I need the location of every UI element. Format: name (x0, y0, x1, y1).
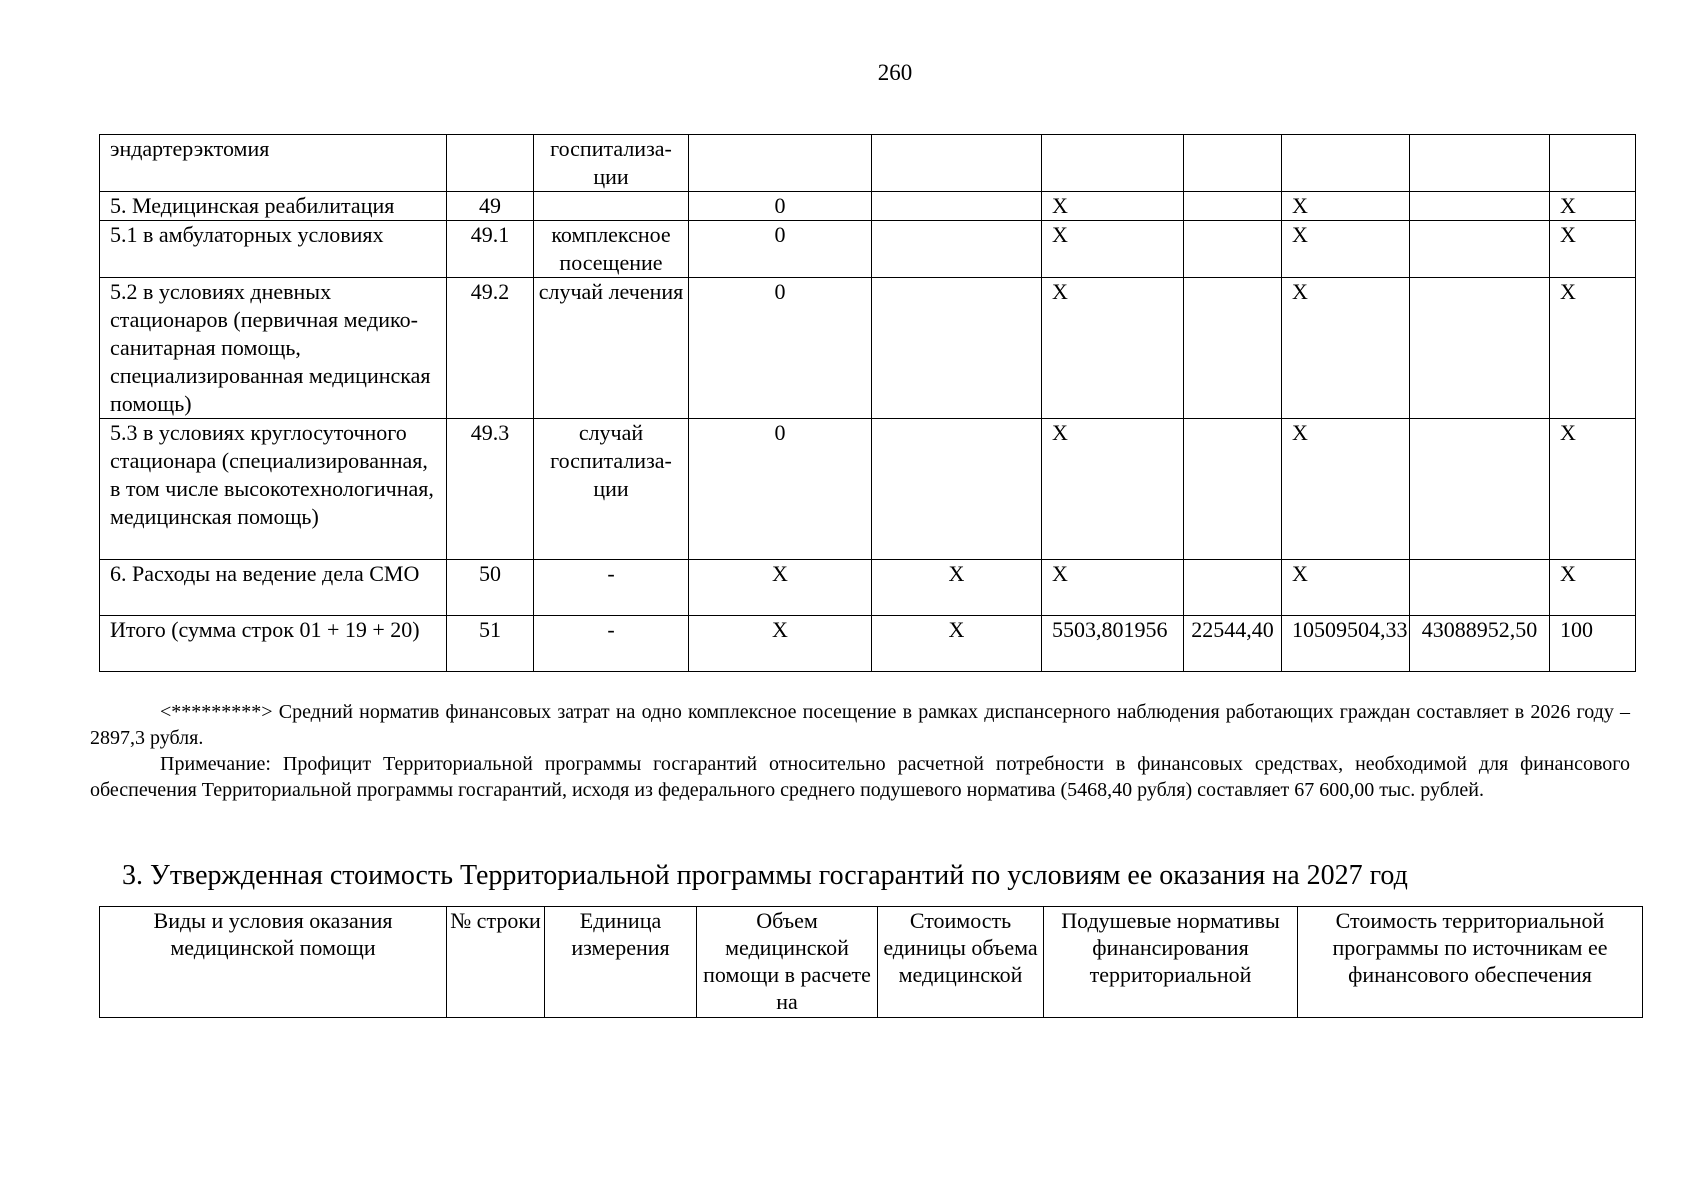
cell-row-number: 49.2 (447, 278, 534, 419)
table-row (100, 560, 1636, 616)
cell-unit-cost (872, 192, 1042, 221)
cell-share-percent: Х (1550, 221, 1636, 278)
cell-per-capita-budget (1042, 135, 1184, 192)
cell-cost-oms (1410, 560, 1550, 616)
section-3-title: 3. Утвержденная стоимость Территориальной программы госгарантий по условиям ее оказания на 2027 год (122, 860, 1408, 891)
header-care-type-text: Виды и условия оказания медицинской помощи (153, 908, 393, 960)
cell-per-capita-oms: 22544,40 (1184, 616, 1282, 672)
cell-share-percent: Х (1550, 419, 1636, 560)
page-number: 260 (877, 60, 913, 85)
cell-per-capita-budget: 5503,801956 (1042, 616, 1184, 672)
header-volume-text: Объем медицинской помощи в расчете на (703, 908, 871, 1014)
financing-table-2026 (99, 134, 1636, 672)
cell-share-percent: Х (1550, 560, 1636, 616)
cell-care-type: 5.2 в условиях дневных стационаров (первичная медико-санитарная помощь, специализированная медицинская помощь) (100, 278, 447, 419)
cell-volume: Х (689, 560, 872, 616)
cell-unit (534, 192, 689, 221)
cell-unit: госпитализа- ции (534, 135, 689, 192)
footnote-surplus-note: Примечание: Профицит Территориальной программы госгарантий относительно расчетной потребности в финансовых средствах, необходимой для финансового обеспечения Территориальной программы госгарантий, исходя из федерального среднего подушевого норматива (5468,40 рубля) составляет 67 600,00 тыс. рублей. (90, 753, 1630, 801)
cell-per-capita-oms (1184, 278, 1282, 419)
table-row (100, 192, 1636, 221)
cell-per-capita-oms (1184, 192, 1282, 221)
cell-row-number: 49.3 (447, 419, 534, 560)
cell-volume (689, 135, 872, 192)
cell-cost-budget: Х (1282, 419, 1410, 560)
cell-cost-budget: Х (1282, 278, 1410, 419)
cell-volume: 0 (689, 419, 872, 560)
table-row (100, 221, 1636, 278)
cell-share-percent: Х (1550, 192, 1636, 221)
cell-unit-cost (872, 135, 1042, 192)
header-unit-cost-text: Стоимость единицы объема медицинской (883, 908, 1038, 987)
header-program-cost-text: Стоимость территориальной программы по источникам ее финансового обеспечения (1332, 908, 1608, 987)
cell-cost-oms: 43088952,50 (1410, 616, 1550, 672)
cell-unit: - (534, 616, 689, 672)
cell-per-capita-oms (1184, 560, 1282, 616)
cell-care-type: Итого (сумма строк 01 + 19 + 20) (100, 616, 447, 672)
cell-share-percent: 100 (1550, 616, 1636, 672)
cell-cost-budget: Х (1282, 192, 1410, 221)
cell-volume: 0 (689, 192, 872, 221)
cell-share-percent (1550, 135, 1636, 192)
header-volume (697, 907, 878, 1018)
cell-care-type: эндартерэктомия (100, 135, 447, 192)
header-unit (545, 907, 697, 1018)
cell-per-capita-budget: Х (1042, 278, 1184, 419)
cell-per-capita-budget: Х (1042, 221, 1184, 278)
cell-row-number: 49 (447, 192, 534, 221)
cell-unit: случай госпитализа- ции (534, 419, 689, 560)
header-care-type (100, 907, 447, 1018)
cell-share-percent: Х (1550, 278, 1636, 419)
table-row (100, 135, 1636, 192)
cell-cost-oms (1410, 221, 1550, 278)
header-row-number-text: № строки (450, 908, 541, 933)
cell-per-capita-oms (1184, 135, 1282, 192)
cell-volume: Х (689, 616, 872, 672)
cell-cost-budget: 10509504,33 (1282, 616, 1410, 672)
header-unit-text: Единица измерения (571, 908, 670, 960)
table-row (100, 419, 1636, 560)
cell-row-number: 50 (447, 560, 534, 616)
header-program-cost (1298, 907, 1643, 1018)
cell-row-number: 49.1 (447, 221, 534, 278)
table-row (100, 616, 1636, 672)
cell-per-capita-budget: Х (1042, 419, 1184, 560)
financing-table-2027-header (99, 906, 1643, 1018)
cell-care-type: 5.1 в амбулаторных условиях (100, 221, 447, 278)
cell-care-type: 6. Расходы на ведение дела СМО (100, 560, 447, 616)
cell-per-capita-budget: Х (1042, 560, 1184, 616)
cell-unit: случай лечения (534, 278, 689, 419)
footnotes (90, 699, 1630, 803)
cell-cost-budget (1282, 135, 1410, 192)
cell-unit-cost (872, 278, 1042, 419)
cell-cost-budget: Х (1282, 221, 1410, 278)
table-header-row (100, 907, 1643, 1018)
cell-row-number: 51 (447, 616, 534, 672)
table-row (100, 278, 1636, 419)
cell-volume: 0 (689, 221, 872, 278)
cell-unit: комплексное посещение (534, 221, 689, 278)
cell-unit-cost (872, 221, 1042, 278)
cell-per-capita-oms (1184, 419, 1282, 560)
cell-care-type: 5. Медицинская реабилитация (100, 192, 447, 221)
cell-cost-oms (1410, 192, 1550, 221)
header-unit-cost (878, 907, 1044, 1018)
cell-unit-cost: Х (872, 616, 1042, 672)
cell-per-capita-budget: Х (1042, 192, 1184, 221)
cell-per-capita-oms (1184, 221, 1282, 278)
cell-care-type: 5.3 в условиях круглосуточного стационара (специализированная, в том числе высокотехнологичная, медицинская помощь) (100, 419, 447, 560)
footnote-average-norm: <*********> Средний норматив финансовых затрат на одно комплексное посещение в рамках диспансерного наблюдения работающих граждан составляет в 2026 году – 2897,3 рубля. (90, 701, 1630, 749)
cell-unit: - (534, 560, 689, 616)
header-per-capita-text: Подушевые нормативы финансирования территориальной (1061, 908, 1280, 987)
header-per-capita (1044, 907, 1298, 1018)
cell-row-number (447, 135, 534, 192)
cell-volume: 0 (689, 278, 872, 419)
cell-cost-budget: Х (1282, 560, 1410, 616)
cell-cost-oms (1410, 278, 1550, 419)
cell-unit-cost: Х (872, 560, 1042, 616)
header-row-number (447, 907, 545, 1018)
cell-unit-cost (872, 419, 1042, 560)
cell-cost-oms (1410, 135, 1550, 192)
cell-cost-oms (1410, 419, 1550, 560)
